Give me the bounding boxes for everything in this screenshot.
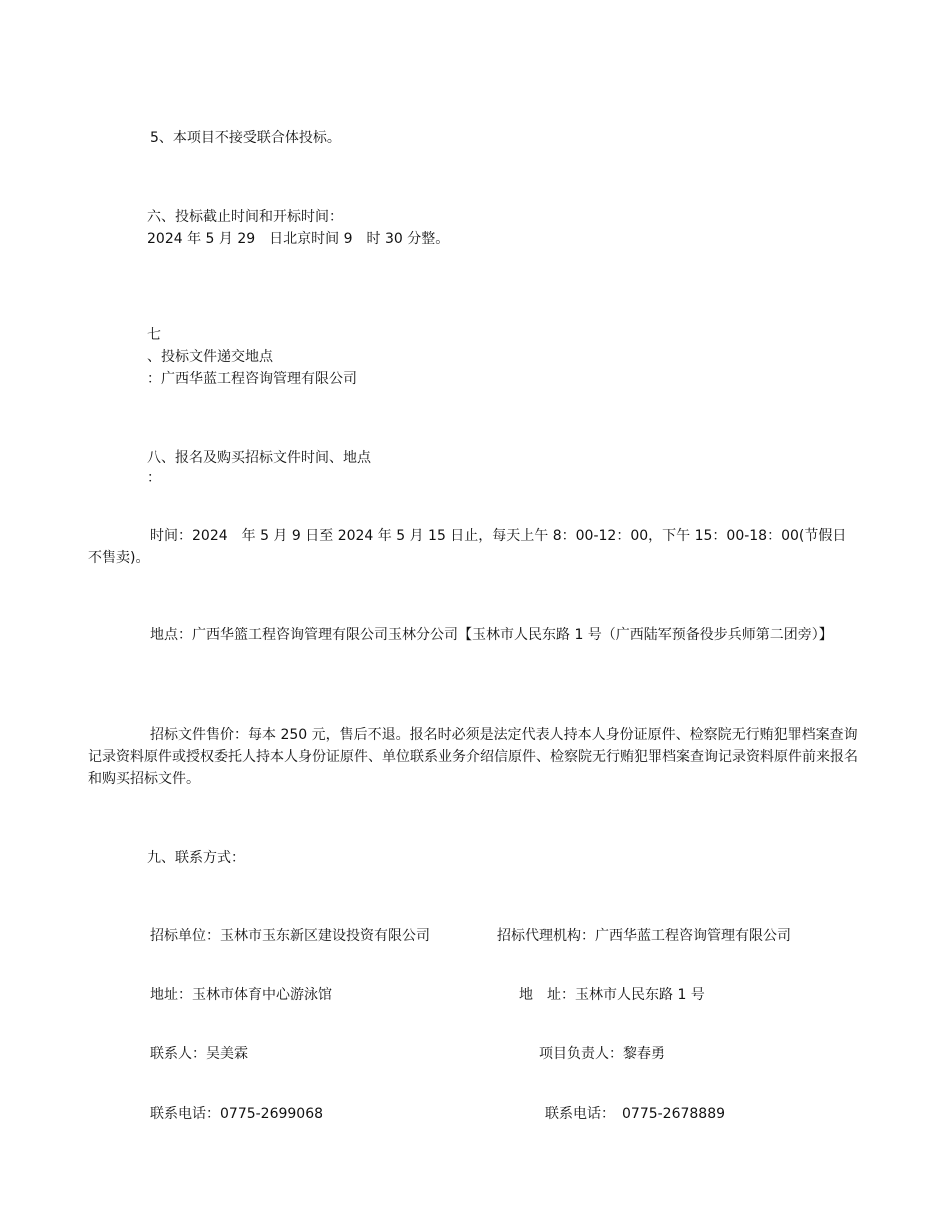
section-7-number: 七 [147,327,161,343]
agent-project-lead: 项目负责人：黎春勇 [539,1046,665,1062]
section-8-heading: 八、报名及购买招标文件时间、地点 [147,450,371,466]
registration-time-paragraph: 时间：2024 年 5 月 9 日至 2024 年 5 月 15 日止，每天上午 8：00-12：00，下午 15：00-18：00(节假日不售卖)。 [88,528,847,566]
item-5-text: 5、本项目不接受联合体投标。 [150,130,341,146]
document-price-paragraph: 招标文件售价：每本 250 元，售后不退。报名时必须是法定代表人持本人身份证原件、检察院无行贿犯罪档案查询记录资料原件或授权委托人持本人身份证原件、单位联系业务介绍信原件、检察院无行贿犯罪档案查询记录资料原件前来报名和购买招标文件。 [88,727,858,787]
agent-phone: 联系电话： 0775-2678889 [545,1106,726,1122]
tenderer-contact: 联系人：吴美霖 [150,1046,248,1062]
tenderer-unit: 招标单位：玉林市玉东新区建设投资有限公司 [150,928,430,944]
deadline-datetime: 2024 年 5 月 29 日北京时间 9 时 30 分整。 [147,231,450,247]
section-8-colon: ： [147,470,161,486]
section-7-heading: 、投标文件递交地点 [147,349,273,365]
tenderer-phone: 联系电话：0775-2699068 [150,1106,324,1122]
registration-place-paragraph: 地点：广西华篮工程咨询管理有限公司玉林分公司【玉林市人民东路 1 号（广西陆军预备役步兵师第二团旁）】 [150,627,833,643]
submission-location: ：广西华蓝工程咨询管理有限公司 [147,371,357,387]
tenderer-address: 地址：玉林市体育中心游泳馆 [150,987,332,1003]
agent-unit: 招标代理机构：广西华蓝工程咨询管理有限公司 [497,928,791,944]
section-6-heading: 六、投标截止时间和开标时间： [147,209,343,225]
agent-address: 地 址：玉林市人民东路 1 号 [519,987,705,1003]
section-9-heading: 九、联系方式： [147,850,245,866]
